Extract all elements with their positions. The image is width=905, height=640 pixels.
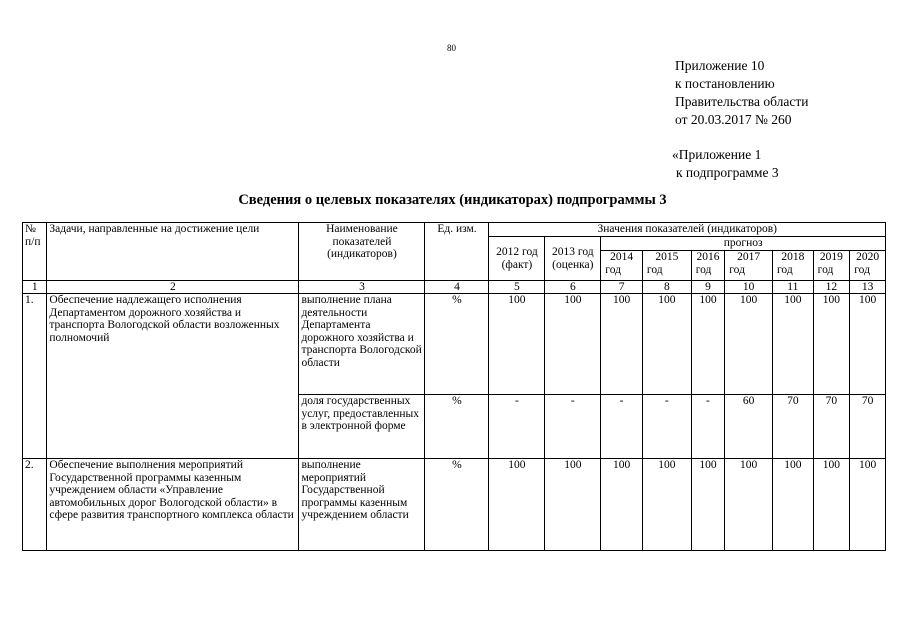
column-number: 3 (299, 281, 425, 294)
row-number: 1. (23, 294, 47, 459)
sub-annex-line: к подпрограмме 3 (676, 165, 779, 180)
value-cell: 100 (642, 459, 691, 551)
column-number: 10 (725, 281, 773, 294)
header-values: Значения показателей (индикаторов) (489, 223, 886, 237)
value-cell: 100 (545, 294, 601, 395)
indicator-name: выполнение плана деятельности Департамента дорожного хозяйства и транспорта Вологодской области (299, 294, 425, 395)
header-year-2017: 2017 год (725, 251, 773, 281)
value-cell: 100 (489, 459, 545, 551)
header-year-2014: 2014 год (601, 251, 643, 281)
header-forecast: прогноз (601, 237, 886, 251)
annex-line: Приложение 10 (675, 58, 765, 73)
value-cell: 100 (813, 459, 850, 551)
header-tasks: Задачи, направленные на достижение цели (47, 223, 299, 281)
column-number: 1 (23, 281, 47, 294)
header-year-2019: 2019 год (813, 251, 850, 281)
annex-line: к постановлению (675, 76, 775, 91)
header-year-2020: 2020 год (850, 251, 886, 281)
value-cell: 100 (642, 294, 691, 395)
column-number: 5 (489, 281, 545, 294)
value-cell: 100 (813, 294, 850, 395)
column-number: 8 (642, 281, 691, 294)
value-cell: 100 (850, 459, 886, 551)
value-cell: 100 (773, 459, 814, 551)
sub-annex-line: «Приложение 1 (672, 147, 762, 162)
header-year-2018: 2018 год (773, 251, 814, 281)
annex-line: от 20.03.2017 № 260 (675, 112, 792, 127)
value-cell: 60 (725, 395, 773, 459)
value-cell: 70 (850, 395, 886, 459)
value-cell: - (642, 395, 691, 459)
value-cell: 100 (725, 459, 773, 551)
page-number: 80 (447, 43, 456, 53)
value-cell: 100 (601, 294, 643, 395)
column-number: 2 (47, 281, 299, 294)
header-indicator-name: Наименование показателей (индикаторов) (299, 223, 425, 281)
value-cell: 100 (725, 294, 773, 395)
indicator-unit: % (425, 294, 489, 395)
row-task: Обеспечение надлежащего исполнения Департаментом дорожного хозяйства и транспорта Вологодской области возложенных полномочий (47, 294, 299, 459)
column-number: 13 (850, 281, 886, 294)
value-cell: 100 (489, 294, 545, 395)
column-number: 4 (425, 281, 489, 294)
column-number: 7 (601, 281, 643, 294)
row-task: Обеспечение выполнения мероприятий Государственной программы казенным учреждением области «Управление автомобильных дорог Вологодской области» в сфере развития транспортного комплекса области (47, 459, 299, 551)
indicator-name: доля государственных услуг, предоставленных в электронной форме (299, 395, 425, 459)
header-row-1 (23, 223, 886, 237)
indicators-table (22, 222, 886, 551)
indicator-unit: % (425, 459, 489, 551)
header-num: № п/п (23, 223, 47, 281)
header-year-2016: 2016 год (691, 251, 725, 281)
header-2012: 2012 год (факт) (489, 237, 545, 281)
sub-annex-header (672, 146, 779, 182)
row-number: 2. (23, 459, 47, 551)
value-cell: - (489, 395, 545, 459)
value-cell: 70 (773, 395, 814, 459)
value-cell: 70 (813, 395, 850, 459)
table-row (23, 294, 886, 395)
value-cell: 100 (691, 459, 725, 551)
value-cell: 100 (691, 294, 725, 395)
header-2013: 2013 год (оценка) (545, 237, 601, 281)
value-cell: - (545, 395, 601, 459)
indicator-unit: % (425, 395, 489, 459)
column-number: 6 (545, 281, 601, 294)
value-cell: 100 (601, 459, 643, 551)
value-cell: 100 (773, 294, 814, 395)
column-number: 11 (773, 281, 814, 294)
value-cell: 100 (545, 459, 601, 551)
annex-header (675, 57, 808, 129)
header-unit: Ед. изм. (425, 223, 489, 281)
table-row (23, 459, 886, 551)
column-numbers-row (23, 281, 886, 294)
document-title: Сведения о целевых показателях (индикаторах) подпрограммы 3 (238, 192, 667, 208)
value-cell: - (691, 395, 725, 459)
header-year-2015: 2015 год (642, 251, 691, 281)
column-number: 9 (691, 281, 725, 294)
annex-line: Правительства области (675, 94, 809, 109)
value-cell: - (601, 395, 643, 459)
column-number: 12 (813, 281, 850, 294)
value-cell: 100 (850, 294, 886, 395)
indicator-name: выполнение мероприятий Государственной программы казенным учреждением области (299, 459, 425, 551)
